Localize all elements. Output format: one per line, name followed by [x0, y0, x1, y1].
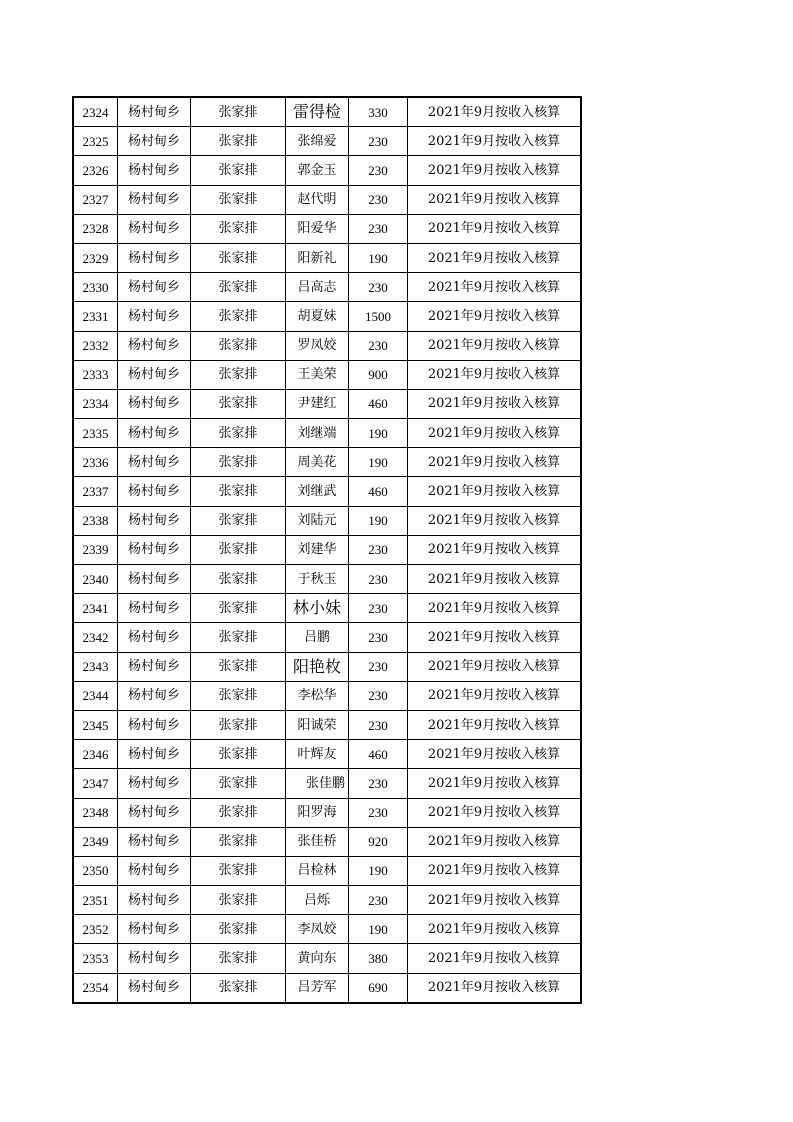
note-cell: 2021年9月按收入核算 — [408, 535, 582, 564]
row-number-cell: 2352 — [73, 915, 118, 944]
person-name-cell: 阳艳枚 — [286, 652, 349, 681]
row-number-cell: 2349 — [73, 827, 118, 856]
person-name-cell: 吕烁 — [286, 886, 349, 915]
township-cell: 杨村甸乡 — [118, 740, 191, 769]
person-name-cell: 赵代明 — [286, 185, 349, 214]
table-row — [73, 594, 581, 623]
note-cell: 2021年9月按收入核算 — [408, 944, 582, 973]
amount-cell: 190 — [349, 419, 408, 448]
village-cell: 张家排 — [191, 185, 286, 214]
person-name-cell: 吕检林 — [286, 856, 349, 885]
person-name-cell: 张绵爱 — [286, 127, 349, 156]
table-row — [73, 652, 581, 681]
note-cell: 2021年9月按收入核算 — [408, 652, 582, 681]
note-cell: 2021年9月按收入核算 — [408, 915, 582, 944]
village-cell: 张家排 — [191, 652, 286, 681]
row-number-cell: 2351 — [73, 886, 118, 915]
table-row — [73, 506, 581, 535]
village-cell: 张家排 — [191, 535, 286, 564]
row-number-cell: 2325 — [73, 127, 118, 156]
village-cell: 张家排 — [191, 302, 286, 331]
row-number-cell: 2340 — [73, 565, 118, 594]
village-cell: 张家排 — [191, 127, 286, 156]
note-cell: 2021年9月按收入核算 — [408, 856, 582, 885]
table-row — [73, 915, 581, 944]
township-cell: 杨村甸乡 — [118, 915, 191, 944]
row-number-cell: 2334 — [73, 389, 118, 418]
amount-cell: 230 — [349, 681, 408, 710]
amount-cell: 230 — [349, 798, 408, 827]
row-number-cell: 2354 — [73, 973, 118, 1003]
amount-cell: 190 — [349, 915, 408, 944]
township-cell: 杨村甸乡 — [118, 448, 191, 477]
note-cell: 2021年9月按收入核算 — [408, 710, 582, 739]
person-name-cell: 张佳桥 — [286, 827, 349, 856]
village-cell: 张家排 — [191, 419, 286, 448]
table-row — [73, 127, 581, 156]
row-number-cell: 2341 — [73, 594, 118, 623]
amount-cell: 460 — [349, 477, 408, 506]
table-row — [73, 360, 581, 389]
amount-cell: 230 — [349, 273, 408, 302]
note-cell: 2021年9月按收入核算 — [408, 769, 582, 798]
note-cell: 2021年9月按收入核算 — [408, 886, 582, 915]
township-cell: 杨村甸乡 — [118, 623, 191, 652]
records-table — [72, 96, 582, 1004]
village-cell: 张家排 — [191, 389, 286, 418]
amount-cell: 190 — [349, 856, 408, 885]
township-cell: 杨村甸乡 — [118, 360, 191, 389]
township-cell: 杨村甸乡 — [118, 419, 191, 448]
township-cell: 杨村甸乡 — [118, 798, 191, 827]
table-row — [73, 302, 581, 331]
village-cell: 张家排 — [191, 681, 286, 710]
row-number-cell: 2338 — [73, 506, 118, 535]
township-cell: 杨村甸乡 — [118, 535, 191, 564]
village-cell: 张家排 — [191, 740, 286, 769]
person-name-cell: 周美花 — [286, 448, 349, 477]
person-name-cell: 刘继端 — [286, 419, 349, 448]
person-name-cell: 李凤姣 — [286, 915, 349, 944]
amount-cell: 920 — [349, 827, 408, 856]
table-row — [73, 798, 581, 827]
note-cell: 2021年9月按收入核算 — [408, 214, 582, 243]
table-row — [73, 448, 581, 477]
person-name-cell: 于秋玉 — [286, 565, 349, 594]
village-cell: 张家排 — [191, 214, 286, 243]
village-cell: 张家排 — [191, 448, 286, 477]
note-cell: 2021年9月按收入核算 — [408, 827, 582, 856]
township-cell: 杨村甸乡 — [118, 97, 191, 127]
table-row — [73, 97, 581, 127]
township-cell: 杨村甸乡 — [118, 243, 191, 272]
note-cell: 2021年9月按收入核算 — [408, 419, 582, 448]
person-name-cell: 阳诚荣 — [286, 710, 349, 739]
amount-cell: 230 — [349, 886, 408, 915]
person-name-cell: 李松华 — [286, 681, 349, 710]
table-row — [73, 477, 581, 506]
table-row — [73, 769, 581, 798]
person-name-cell: 吕芳军 — [286, 973, 349, 1003]
amount-cell: 900 — [349, 360, 408, 389]
village-cell: 张家排 — [191, 944, 286, 973]
village-cell: 张家排 — [191, 506, 286, 535]
township-cell: 杨村甸乡 — [118, 594, 191, 623]
village-cell: 张家排 — [191, 623, 286, 652]
table-row — [73, 331, 581, 360]
note-cell: 2021年9月按收入核算 — [408, 127, 582, 156]
amount-cell: 230 — [349, 156, 408, 185]
note-cell: 2021年9月按收入核算 — [408, 623, 582, 652]
table-row — [73, 944, 581, 973]
village-cell: 张家排 — [191, 856, 286, 885]
note-cell: 2021年9月按收入核算 — [408, 565, 582, 594]
amount-cell: 230 — [349, 127, 408, 156]
township-cell: 杨村甸乡 — [118, 156, 191, 185]
village-cell: 张家排 — [191, 710, 286, 739]
amount-cell: 230 — [349, 623, 408, 652]
amount-cell: 690 — [349, 973, 408, 1003]
note-cell: 2021年9月按收入核算 — [408, 273, 582, 302]
township-cell: 杨村甸乡 — [118, 214, 191, 243]
township-cell: 杨村甸乡 — [118, 886, 191, 915]
table-row — [73, 156, 581, 185]
amount-cell: 230 — [349, 769, 408, 798]
village-cell: 张家排 — [191, 769, 286, 798]
table-row — [73, 886, 581, 915]
row-number-cell: 2343 — [73, 652, 118, 681]
amount-cell: 460 — [349, 740, 408, 769]
row-number-cell: 2342 — [73, 623, 118, 652]
note-cell: 2021年9月按收入核算 — [408, 156, 582, 185]
amount-cell: 190 — [349, 448, 408, 477]
person-name-cell: 叶辉友 — [286, 740, 349, 769]
amount-cell: 230 — [349, 565, 408, 594]
row-number-cell: 2324 — [73, 97, 118, 127]
row-number-cell: 2333 — [73, 360, 118, 389]
note-cell: 2021年9月按收入核算 — [408, 448, 582, 477]
township-cell: 杨村甸乡 — [118, 856, 191, 885]
township-cell: 杨村甸乡 — [118, 769, 191, 798]
row-number-cell: 2328 — [73, 214, 118, 243]
amount-cell: 460 — [349, 389, 408, 418]
amount-cell: 230 — [349, 594, 408, 623]
village-cell: 张家排 — [191, 97, 286, 127]
amount-cell: 230 — [349, 710, 408, 739]
note-cell: 2021年9月按收入核算 — [408, 477, 582, 506]
note-cell: 2021年9月按收入核算 — [408, 97, 582, 127]
village-cell: 张家排 — [191, 477, 286, 506]
table-row — [73, 623, 581, 652]
table-row — [73, 535, 581, 564]
village-cell: 张家排 — [191, 886, 286, 915]
row-number-cell: 2344 — [73, 681, 118, 710]
row-number-cell: 2339 — [73, 535, 118, 564]
township-cell: 杨村甸乡 — [118, 652, 191, 681]
table-row — [73, 856, 581, 885]
person-name-cell: 刘陆元 — [286, 506, 349, 535]
amount-cell: 190 — [349, 506, 408, 535]
township-cell: 杨村甸乡 — [118, 477, 191, 506]
note-cell: 2021年9月按收入核算 — [408, 740, 582, 769]
row-number-cell: 2347 — [73, 769, 118, 798]
table-row — [73, 243, 581, 272]
table-row — [73, 214, 581, 243]
person-name-cell: 吕鹏 — [286, 623, 349, 652]
township-cell: 杨村甸乡 — [118, 827, 191, 856]
table-row — [73, 827, 581, 856]
township-cell: 杨村甸乡 — [118, 331, 191, 360]
amount-cell: 190 — [349, 243, 408, 272]
row-number-cell: 2350 — [73, 856, 118, 885]
township-cell: 杨村甸乡 — [118, 710, 191, 739]
table-row — [73, 273, 581, 302]
township-cell: 杨村甸乡 — [118, 389, 191, 418]
amount-cell: 230 — [349, 652, 408, 681]
note-cell: 2021年9月按收入核算 — [408, 973, 582, 1003]
table-row — [73, 389, 581, 418]
village-cell: 张家排 — [191, 915, 286, 944]
note-cell: 2021年9月按收入核算 — [408, 594, 582, 623]
row-number-cell: 2335 — [73, 419, 118, 448]
table-row — [73, 740, 581, 769]
person-name-cell: 阳爱华 — [286, 214, 349, 243]
person-name-cell: 刘继武 — [286, 477, 349, 506]
village-cell: 张家排 — [191, 331, 286, 360]
records-table-body — [73, 97, 581, 1003]
note-cell: 2021年9月按收入核算 — [408, 798, 582, 827]
person-name-cell: 刘建华 — [286, 535, 349, 564]
amount-cell: 230 — [349, 214, 408, 243]
village-cell: 张家排 — [191, 243, 286, 272]
person-name-cell: 王美荣 — [286, 360, 349, 389]
person-name-cell: 林小妹 — [286, 594, 349, 623]
township-cell: 杨村甸乡 — [118, 127, 191, 156]
note-cell: 2021年9月按收入核算 — [408, 681, 582, 710]
village-cell: 张家排 — [191, 594, 286, 623]
row-number-cell: 2332 — [73, 331, 118, 360]
village-cell: 张家排 — [191, 273, 286, 302]
village-cell: 张家排 — [191, 973, 286, 1003]
person-name-cell: 阳罗海 — [286, 798, 349, 827]
row-number-cell: 2353 — [73, 944, 118, 973]
row-number-cell: 2331 — [73, 302, 118, 331]
village-cell: 张家排 — [191, 827, 286, 856]
row-number-cell: 2346 — [73, 740, 118, 769]
note-cell: 2021年9月按收入核算 — [408, 185, 582, 214]
township-cell: 杨村甸乡 — [118, 302, 191, 331]
row-number-cell: 2348 — [73, 798, 118, 827]
village-cell: 张家排 — [191, 565, 286, 594]
row-number-cell: 2337 — [73, 477, 118, 506]
person-name-cell: 郭金玉 — [286, 156, 349, 185]
row-number-cell: 2336 — [73, 448, 118, 477]
table-row — [73, 973, 581, 1003]
table-row — [73, 565, 581, 594]
table-row — [73, 185, 581, 214]
note-cell: 2021年9月按收入核算 — [408, 506, 582, 535]
amount-cell: 380 — [349, 944, 408, 973]
row-number-cell: 2345 — [73, 710, 118, 739]
village-cell: 张家排 — [191, 360, 286, 389]
person-name-cell: 尹建红 — [286, 389, 349, 418]
note-cell: 2021年9月按收入核算 — [408, 389, 582, 418]
amount-cell: 230 — [349, 185, 408, 214]
village-cell: 张家排 — [191, 798, 286, 827]
amount-cell: 330 — [349, 97, 408, 127]
amount-cell: 230 — [349, 331, 408, 360]
row-number-cell: 2329 — [73, 243, 118, 272]
person-name-cell: 胡夏妹 — [286, 302, 349, 331]
table-row — [73, 681, 581, 710]
person-name-cell: 雷得检 — [286, 97, 349, 127]
person-name-cell: 阳新礼 — [286, 243, 349, 272]
table-row — [73, 419, 581, 448]
township-cell: 杨村甸乡 — [118, 185, 191, 214]
township-cell: 杨村甸乡 — [118, 273, 191, 302]
township-cell: 杨村甸乡 — [118, 944, 191, 973]
person-name-cell: 罗凤姣 — [286, 331, 349, 360]
person-name-cell: 吕高志 — [286, 273, 349, 302]
township-cell: 杨村甸乡 — [118, 681, 191, 710]
amount-cell: 230 — [349, 535, 408, 564]
township-cell: 杨村甸乡 — [118, 506, 191, 535]
person-name-cell: 张佳鹏 — [286, 769, 349, 798]
township-cell: 杨村甸乡 — [118, 565, 191, 594]
note-cell: 2021年9月按收入核算 — [408, 302, 582, 331]
row-number-cell: 2330 — [73, 273, 118, 302]
table-row — [73, 710, 581, 739]
note-cell: 2021年9月按收入核算 — [408, 360, 582, 389]
note-cell: 2021年9月按收入核算 — [408, 243, 582, 272]
row-number-cell: 2326 — [73, 156, 118, 185]
amount-cell: 1500 — [349, 302, 408, 331]
village-cell: 张家排 — [191, 156, 286, 185]
person-name-cell: 黄向东 — [286, 944, 349, 973]
row-number-cell: 2327 — [73, 185, 118, 214]
township-cell: 杨村甸乡 — [118, 973, 191, 1003]
note-cell: 2021年9月按收入核算 — [408, 331, 582, 360]
